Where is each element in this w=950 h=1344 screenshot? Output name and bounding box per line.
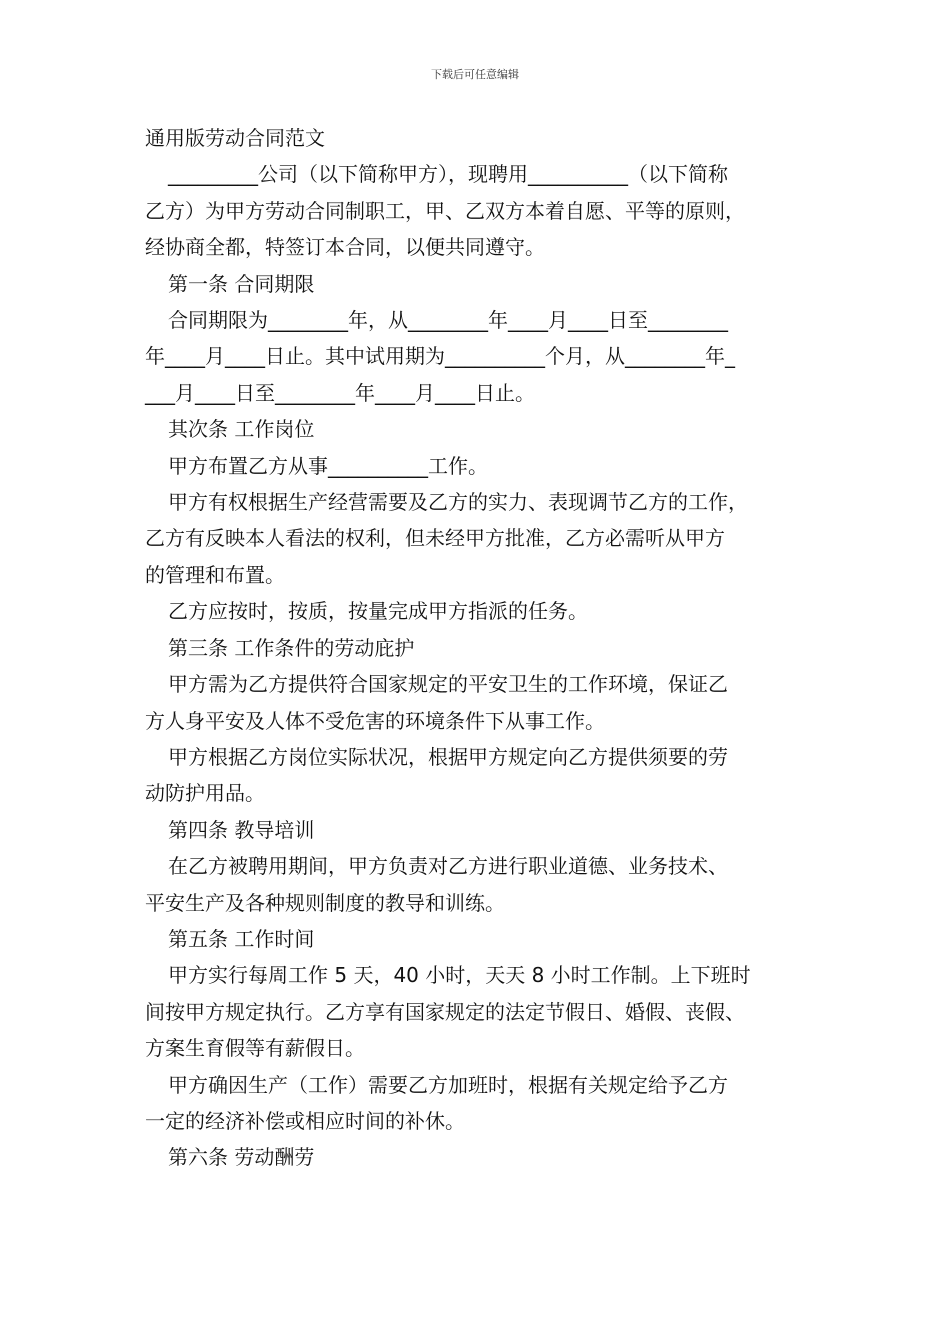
text-line: 年____月____日止。其中试用期为__________个月，从________年_	[145, 344, 735, 369]
contract-body	[145, 120, 825, 1176]
text-line: 第五条 工作时间	[168, 926, 315, 951]
text-line: 其次条 工作岗位	[168, 417, 315, 442]
text-line: 第四条 教导培训	[168, 817, 315, 842]
text-line: 经协商全都，特签订本合同，以便共同遵守。	[145, 235, 545, 260]
text-line: 第三条 工作条件的劳动庇护	[168, 635, 415, 660]
text-line: 甲方实行每周工作 5 天，40 小时，天天 8 小时工作制。上下班时	[168, 963, 751, 988]
text-line: _________公司（以下简称甲方），现聘用__________（以下简称	[168, 162, 728, 187]
text-line: ___月____日至________年____月____日止。	[145, 380, 535, 405]
text-line: 第一条 合同期限	[168, 271, 315, 296]
text-line: 甲方确因生产（工作）需要乙方加班时，根据有关规定给予乙方	[168, 1072, 728, 1097]
page-header: 下载后可任意编辑	[431, 68, 519, 81]
text-line: 第六条 劳动酬劳	[168, 1145, 315, 1170]
text-line: 动防护用品。	[145, 781, 265, 806]
text-line: 甲方布置乙方从事__________工作。	[168, 453, 488, 478]
text-line: 乙方）为甲方劳动合同制职工，甲、乙双方本着自愿、平等的原则，	[145, 198, 745, 223]
text-line: 的管理和布置。	[145, 562, 285, 587]
text-line: 乙方应按时，按质，按量完成甲方指派的任务。	[168, 599, 588, 624]
text-line: 间按甲方规定执行。乙方享有国家规定的法定节假日、婚假、丧假、	[145, 999, 745, 1024]
text-line: 甲方有权根据生产经营需要及乙方的实力、表现调节乙方的工作，	[168, 490, 748, 515]
text-line: 平安生产及各种规则制度的教导和训练。	[145, 890, 505, 915]
text-line: 方案生育假等有薪假日。	[145, 1036, 365, 1061]
text-line: 甲方需为乙方提供符合国家规定的平安卫生的工作环境，保证乙	[168, 672, 728, 697]
text-line: 合同期限为________年，从________年____月____日至________	[168, 308, 728, 333]
text-line: 一定的经济补偿或相应时间的补休。	[145, 1108, 465, 1133]
text-line: 乙方有反映本人看法的权利，但未经甲方批准，乙方必需听从甲方	[145, 526, 725, 551]
text-line: 通用版劳动合同范文	[145, 126, 325, 150]
text-line: 方人身平安及人体不受危害的环境条件下从事工作。	[145, 708, 605, 733]
text-line: 在乙方被聘用期间，甲方负责对乙方进行职业道德、业务技术、	[168, 854, 728, 879]
text-line: 甲方根据乙方岗位实际状况，根据甲方规定向乙方提供须要的劳	[168, 744, 728, 769]
